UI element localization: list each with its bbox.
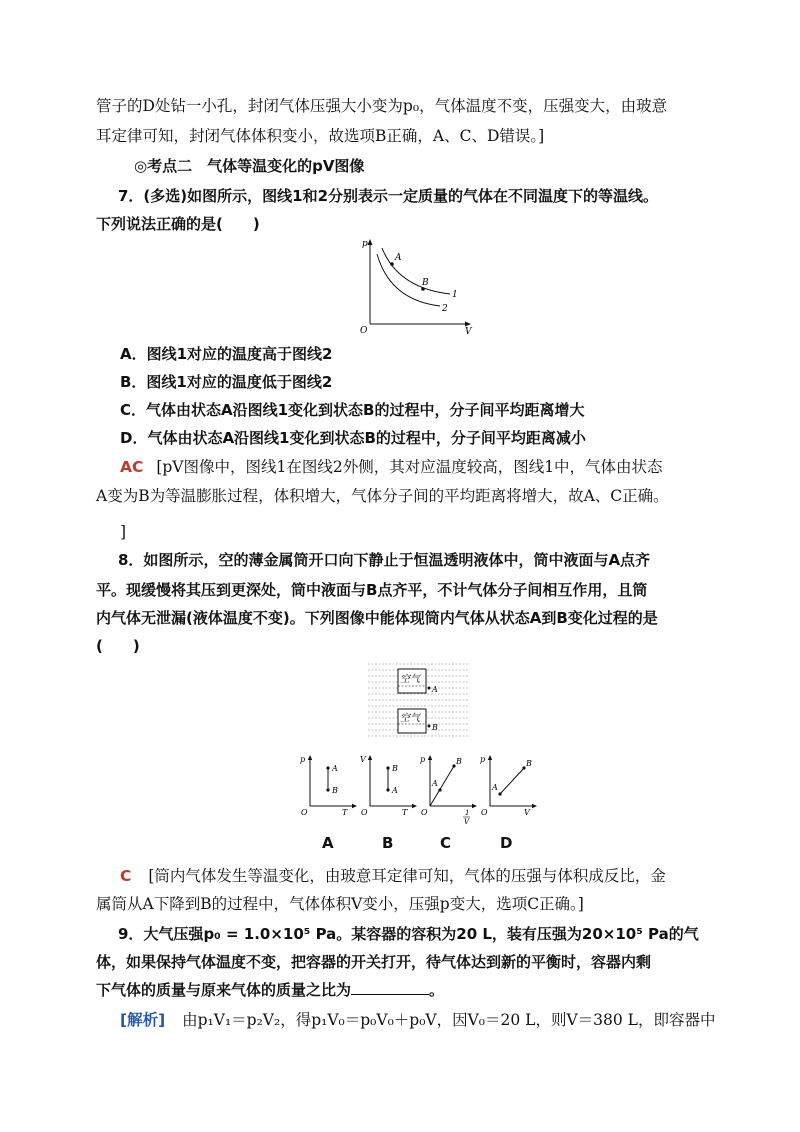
curve-1-label: 1 [452,290,458,300]
q7-option-a: A．图线1对应的温度高于图线2 [120,345,333,363]
option-graph-c [418,752,480,828]
q9-answer-blank [351,980,429,995]
q8-answer-line-1 [120,866,666,886]
q8-answer-text-1: [筒内气体发生等温变化，由玻意耳定律可知，气体的压强与体积成反比，金 [148,867,666,885]
graph-a-origin: O [301,808,308,817]
state-a-point [390,262,394,266]
point-b-label: B [422,278,429,288]
graph-d-upper-label: B [526,759,532,768]
section-heading: ◎考点二 气体等温变化的pV图像 [134,157,365,175]
q9-analysis-text: 由p₁V₁＝p₂V₂，得p₁V₀＝p₀V₀＋p₀V，因V₀＝20 L，则V＝380 L，即容器中 [182,1011,716,1029]
q9-stem-3 [96,980,444,1000]
graph-c-upper-label: B [456,757,462,766]
q8-stem-1: 8．如图所示，空的薄金属筒开口向下静止于恒温透明液体中，筒中液面与A点齐 [118,551,651,569]
graph-c-point-lower [438,788,441,791]
q9-stem-3-end: 。 [429,981,445,999]
q8-stem-4: ( ) [96,637,140,655]
graph-b-x-label: T [402,808,408,817]
cylinder-point-b [428,725,431,728]
curve-2-label: 2 [442,304,448,314]
graph-b-point-upper [386,766,389,769]
option-graph-d [478,752,540,818]
graph-a-lower-label: B [332,786,338,795]
v-axis-label: V [465,327,472,336]
q8-cylinder-figure [366,660,476,740]
graph-option-label-b: B [382,834,394,852]
graph-c-origin: O [421,808,428,817]
graph-a-x-label: T [342,808,348,817]
cylinder-air-label-bottom: 空气 [400,713,420,724]
graph-a-point-lower [326,788,329,791]
q9-stem-1: 9．大气压强p₀ = 1.0×10⁵ Pa。某容器的容积为20 L，装有压强为20×10⁵ Pa的气 [118,925,699,943]
graph-b-y-label: V [360,755,366,764]
text-line-2: 耳定律可知，封闭气体体积变小，故选项B正确，A、C、D错误。] [96,127,545,145]
q7-answer-text-1: [pV图像中，图线1在图线2外侧，其对应温度较高，图线1中，气体由状态 [156,458,663,476]
cylinder-air-label-top: 空气 [400,674,420,685]
isotherm-curve-1 [382,248,450,294]
graph-b-origin: O [361,808,368,817]
q7-option-c: C．气体由状态A沿图线1变化到状态B的过程中，分子间平均距离增大 [120,401,585,419]
graph-option-label-c: C [440,834,452,852]
graph-a-point-upper [326,766,329,769]
graph-d-lower-label: A [492,783,498,792]
p-axis-label: p [362,239,368,249]
graph-b-upper-label: B [392,764,398,773]
origin-label: O [360,326,368,336]
q7-option-b: B．图线1对应的温度低于图线2 [120,373,333,391]
q7-stem-2: 下列说法正确的是( ) [96,215,260,233]
q7-answer-line-1 [120,457,663,477]
analysis-tag: [解析] [120,1011,166,1029]
option-graph-b [358,752,420,818]
q7-option-d: D．气体由状态A沿图线1变化到状态B的过程中，分子间平均距离减小 [120,429,586,447]
graph-b-lower-label: A [392,786,398,795]
option-graph-a [298,752,360,818]
graph-c-x-denominator: V [464,818,470,826]
point-a-label: A [395,253,402,263]
q9-stem-2: 体，如果保持气体温度不变，把容器的开关打开，待气体达到新的平衡时，容器内剩 [96,953,652,971]
graph-a-y-label: p [300,755,306,764]
q8-answer-line-2: 属筒从A下降到B的过程中，气体体积V变小，压强p变大，选项C正确。] [96,895,584,913]
graph-d-point-lower [498,792,501,795]
q7-stem-1: 7．(多选)如图所示，图线1和2分别表示一定质量的气体在不同温度下的等温线。 [118,187,659,205]
q8-stem-2: 平。现缓慢将其压到更深处，筒中液面与B点齐平，不计气体分子间相互作用，且筒 [96,581,648,599]
q8-answer-label: C [120,867,132,885]
graph-d-y-label: p [480,755,486,764]
q9-analysis-line [120,1010,715,1030]
text-line-1: 管子的D处钻一小孔，封闭气体压强大小变为p₀，气体温度不变，压强变大，由玻意 [96,97,668,115]
q7-answer-line-3: ] [120,523,127,541]
graph-d-x-label: V [524,808,530,817]
graph-option-label-a: A [322,834,334,852]
graph-c-lower-label: A [432,779,438,788]
q8-stem-3: 内气体无泄漏(液体温度不变)。下列图像中能体现筒内气体从状态A到B变化过程的是 [96,609,658,627]
q7-answer-label: AC [120,458,144,476]
q7-isotherm-figure [356,236,486,336]
cylinder-point-a [428,687,431,690]
cylinder-b-label: B [432,723,438,732]
graph-d-origin: O [481,808,488,817]
graph-c-y-label: p [420,755,426,764]
graph-option-label-d: D [500,834,513,852]
graph-a-upper-label: A [332,764,338,773]
q9-stem-3-text: 下气体的质量与原来气体的质量之比为 [96,981,352,999]
q7-answer-line-2: A变为B为等温膨胀过程，体积增大，气体分子间的平均距离将增大，故A、C正确。 [96,487,669,505]
cylinder-a-label: A [432,685,438,694]
graph-c-x-numerator: 1 [465,809,470,817]
graph-b-point-lower [386,788,389,791]
